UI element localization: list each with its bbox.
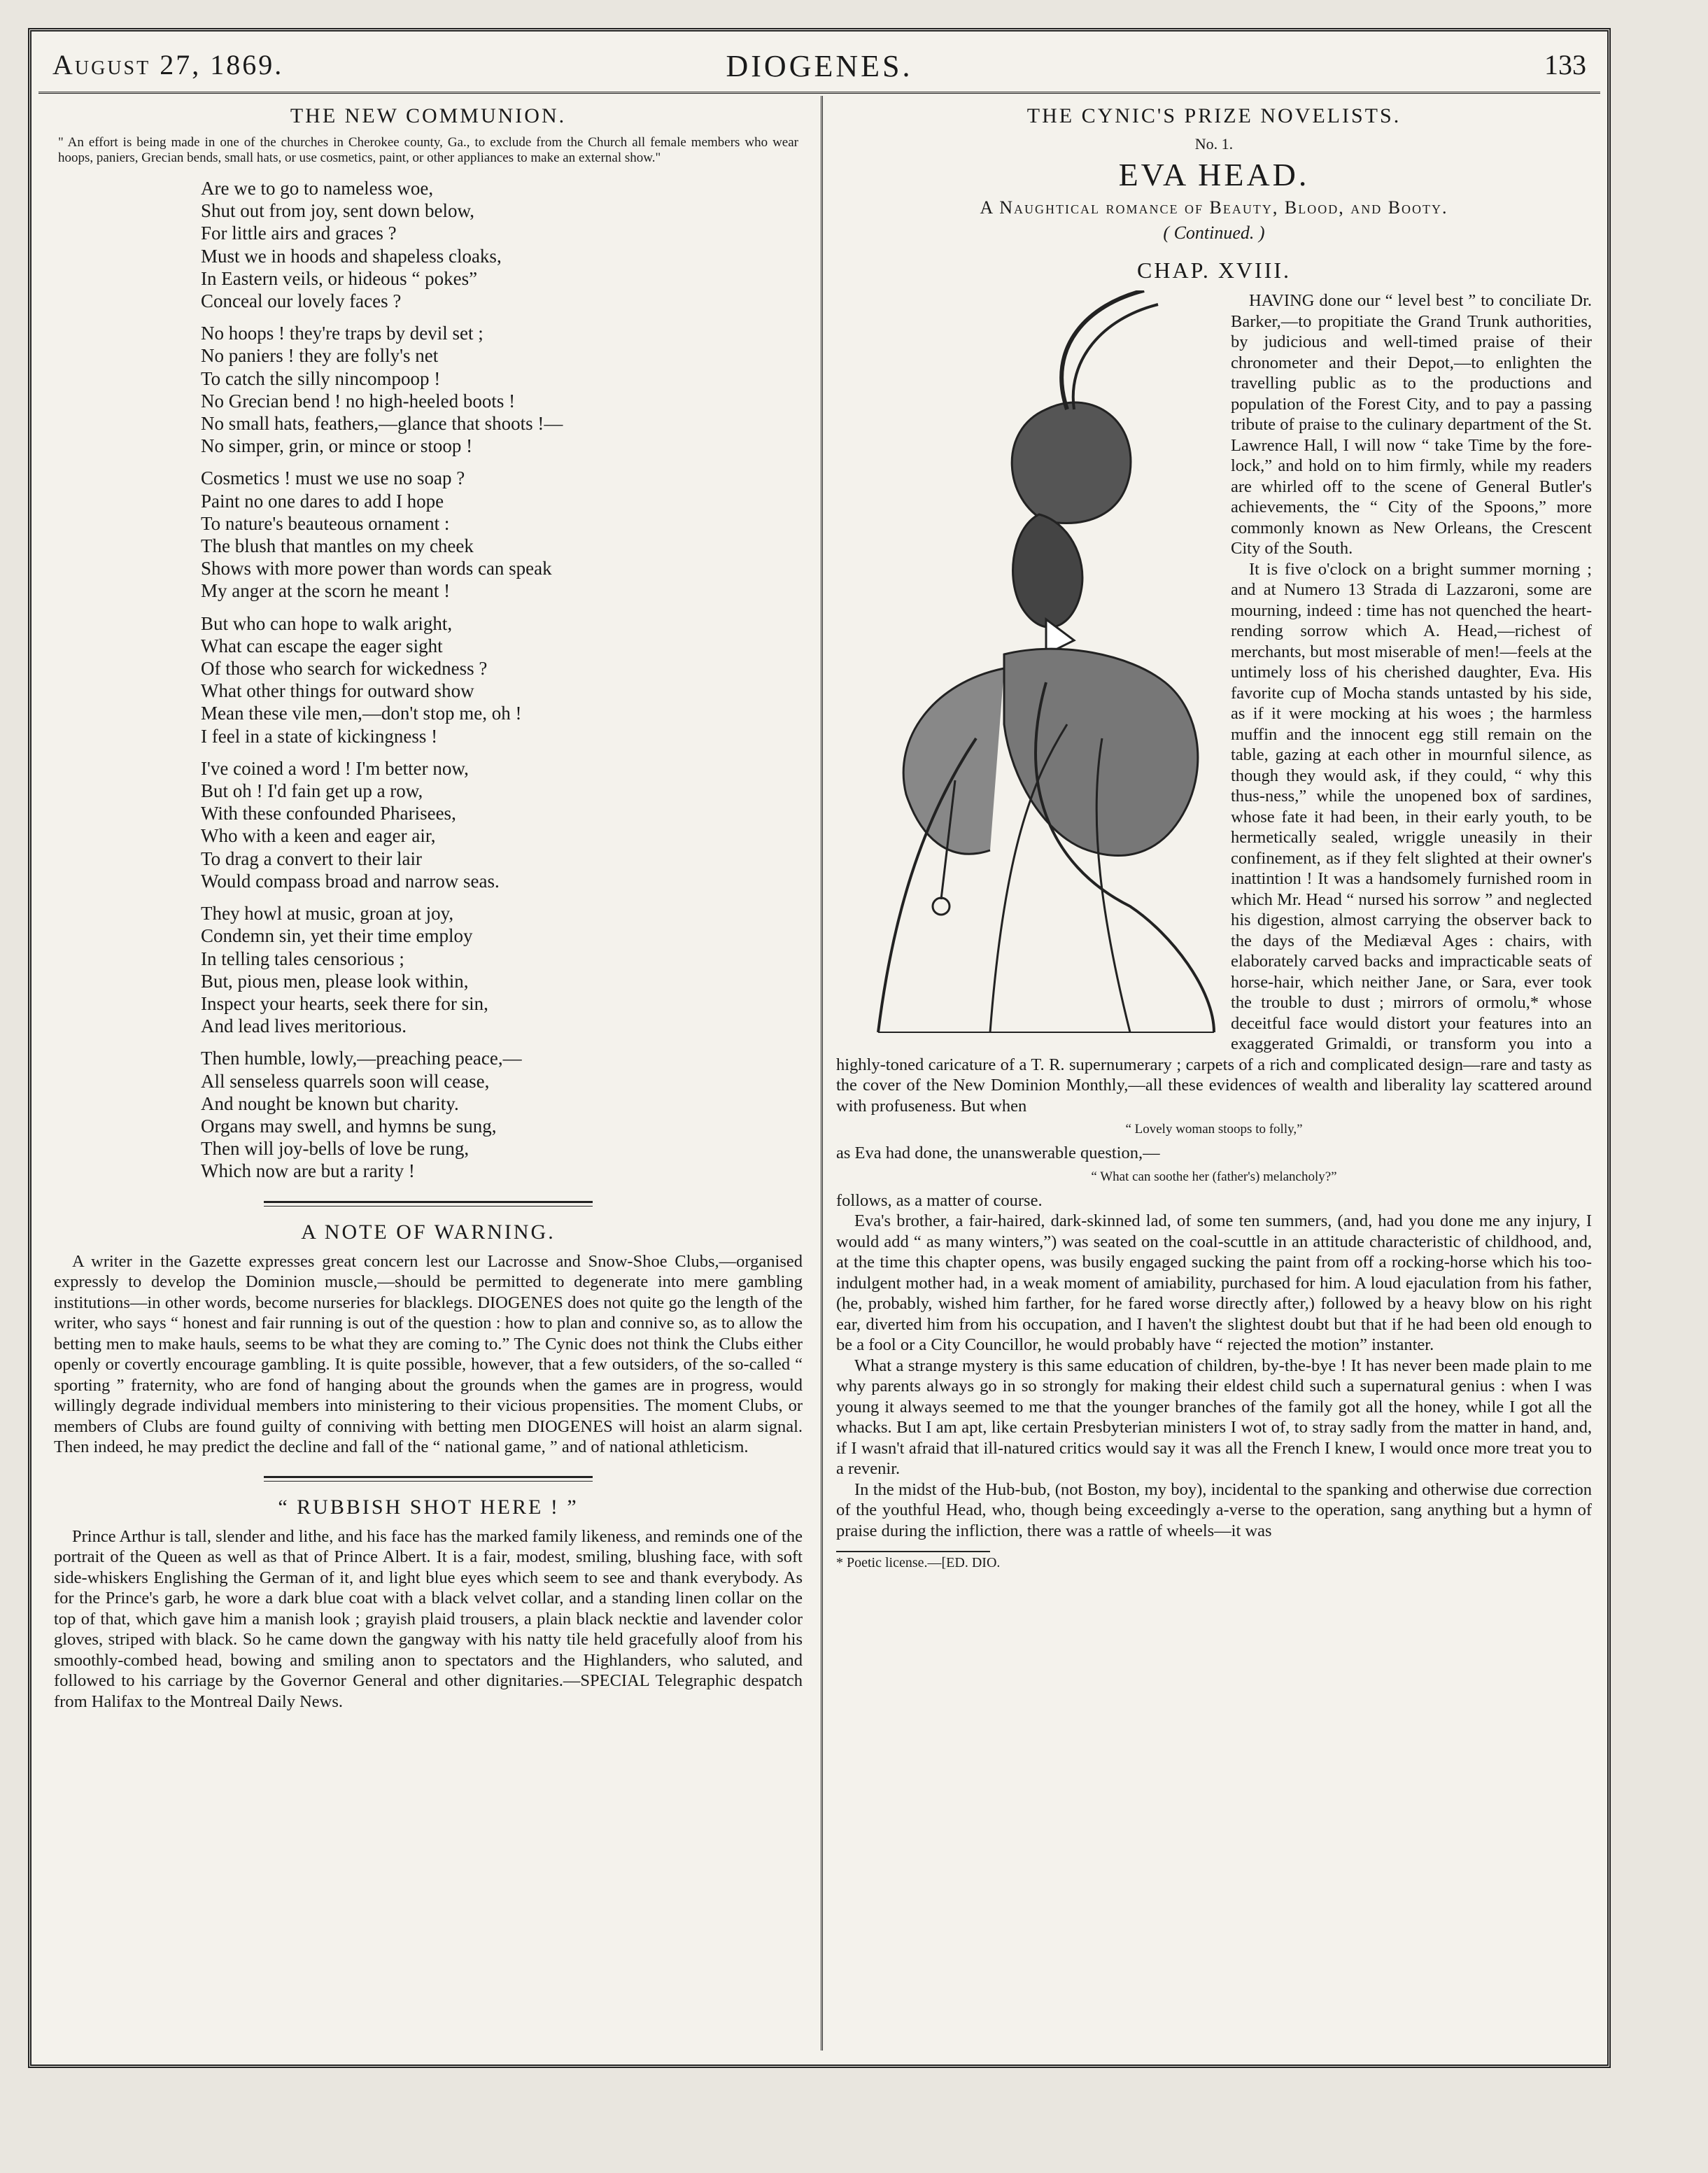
- quote-line: “ Lovely woman stoops to folly,”: [1125, 1122, 1303, 1137]
- novel-paragraph: What a strange mystery is this same education of children, by-the-bye ! It has never been made plain to me why parents always go in so strongly for making their eldest child such a supernatural genius : when I was young it always seemed to me that the younger branches of the family got all the honey, while I got all the whacks. But I am apt, like certain Presbyterian ministers I wot of, to stray sadly from the matter in hand, and, if I wasn't afraid that ill-natured critics would say it was all the French I knew, I would once more treat you to a revenir.: [836, 1356, 1592, 1478]
- poem-line: No Grecian bend ! no high-heeled boots !: [201, 390, 516, 412]
- woman-fashion-illustration: [836, 290, 1222, 1039]
- poem-line: Shut out from joy, sent down below,: [201, 200, 474, 222]
- poem-line: And lead lives meritorious.: [201, 1015, 407, 1037]
- poem-line: To catch the silly nincompoop !: [201, 367, 441, 389]
- poem-line: Are we to go to nameless woe,: [201, 178, 434, 199]
- poem-line: To nature's beauteous ornament :: [201, 512, 450, 534]
- poem-line: Conceal our lovely faces ?: [201, 290, 402, 312]
- poem-line: They howl at music, groan at joy,: [201, 903, 454, 924]
- poem-line: Then humble, lowly,—preaching peace,—: [201, 1048, 522, 1069]
- poem-line: Mean these vile men,—don't stop me, oh !: [201, 703, 522, 724]
- footnote: * Poetic license.—[ED. DIO.: [836, 1555, 1001, 1570]
- poem-line: I feel in a state of kickingness !: [201, 725, 438, 747]
- warning-text: A writer in the Gazette expresses great concern lest our Lacrosse and Snow-Shoe Clubs,—organised expressly to develop the Dominion muscle,—should be permitted to degenerate into mere gambling institutions—in other words, become nurseries for blacklegs. DIOGENES does not quite go the length of the writer, who says “ honest and fair running is out of the question : how to plan and connive so, as to allow the betting men to make hauls, seems to be what they are coming to.” The Cynic does not think the Clubs either openly or covertly encourage gambling. It is quite possible, however, that a few outsiders, of the so-called “ sporting ” fraternity, who are fond of hanging about the grounds when the games are in progress, would willingly degrade individual members into ministering to their vicious propensities. The moment Clubs, or members of Clubs are found guilty of conniving with betting men DIOGENES will hoist an alarm signal. Then indeed, he may predict the decline and fall of the “ national game, ” and of national athleticism.: [54, 1251, 803, 1457]
- section-title-communion: THE NEW COMMUNION.: [290, 104, 567, 127]
- poem-line: But oh ! I'd fain get up a row,: [201, 780, 423, 802]
- poem-line: And nought be known but charity.: [201, 1092, 459, 1114]
- page-number: 133: [1544, 49, 1586, 80]
- communion-epigraph: " An effort is being made in one of the churches in Cherokee county, Ga., to exclude from the Church all female members who wear hoops, paniers, Grecian bends, small hats, or use cosmetics, paint, or other appliances to make an external show.": [58, 135, 798, 165]
- poem-stanza: [201, 757, 803, 892]
- footnote-rule: [836, 1551, 990, 1552]
- poem-line: Then will joy-bells of love be rung,: [201, 1138, 470, 1160]
- story-title: EVA HEAD.: [1118, 157, 1310, 192]
- poem-line: No hoops ! they're traps by devil set ;: [201, 323, 484, 344]
- poem-line: Inspect your hearts, seek there for sin,: [201, 992, 488, 1014]
- issue-date: August 27, 1869.: [52, 49, 284, 80]
- poem-line: No paniers ! they are folly's net: [201, 345, 439, 367]
- poem-line: Shows with more power than words can speak: [201, 558, 552, 579]
- poem-line: All senseless quarrels soon will cease,: [201, 1070, 490, 1092]
- poem-line: For little airs and graces ?: [201, 223, 397, 244]
- poem-stanza: [201, 322, 803, 457]
- novel-paragraph: Eva's brother, a fair-haired, dark-skinned lad, of some ten summers, (and, had you done me any injury, I would add “ as many winters,”) was seated on the coal-scuttle in an attitude characteristic of childhood, and, at the time this chapter opens, was busily engaged sucking the paint from off a rocking-horse which his too-indulgent mother had, in a weak moment of amiability, purchased for him. A loud ejaculation from his father, (he, probably, wished him farther, for he fared worse directly after,) followed by a heavy blow on his right ear, diverted him from his occupation, and I haven't the slightest doubt but that if he had been old enough to be a fool or a City Councillor, he would probably have “ rejected the motion” instanter.: [836, 1211, 1592, 1354]
- poem-line: Must we in hoods and shapeless cloaks,: [201, 245, 502, 267]
- continued-note: ( Continued. ): [1163, 223, 1265, 243]
- poem-line: No small hats, feathers,—glance that shoots !—: [201, 413, 563, 435]
- novel-paragraph: HAVING done our “ level best ” to conciliate Dr. Barker,—to propitiate the Grand Trunk authorities, by judicious and well-timed praise of their chronometer and their Depot,—to enlighten the travelling public as to the productions and population of the Forest City, and to pay a passing tribute of praise to the culinary department of the St. Lawrence Hall, I will now “ take Time by the fore-lock,” and hold on to him firmly, while my readers are whirled off to the scene of General Butler's achievements, the “ City of the Spoons,” more commonly known as New Orleans, the Crescent City of the South.: [1231, 291, 1592, 558]
- poem-stanza: [201, 902, 803, 1037]
- poem-stanza: [201, 612, 803, 747]
- rubbish-text: Prince Arthur is tall, slender and lithe, and his face has the marked family likeness, and reminds one of the portrait of the Queen as well as that of Prince Albert. It is a fair, modest, smiling, blushing face, with soft side-whiskers Englishing the German of it, and light blue eyes which seem to see and thank everybody. As for the Prince's garb, he wore a dark blue coat with a black velvet collar, and a standing linen collar on the top of that, which gave him a manish look ; grayish plaid trousers, a plain black necktie and lavender color gloves, striped with black. So he came down the gangway with his natty tile held gracefully aloof from his smoothly-combed head, bowing and smiling anon to spectators and the Highlanders, who saluted, and followed to his carriage by the Governor General and other dignitaries.—SPECIAL Telegraphic despatch from Halifax to the Montreal Daily News.: [54, 1526, 803, 1711]
- poem-stanza: [201, 177, 803, 312]
- section-title-warning: A NOTE OF WARNING.: [301, 1220, 556, 1244]
- poem-line: Would compass broad and narrow seas.: [201, 870, 500, 892]
- poem-line: Organs may swell, and hymns be sung,: [201, 1115, 497, 1137]
- chapter-heading: CHAP. XVIII.: [1137, 258, 1291, 283]
- masthead: [38, 41, 1600, 94]
- poem-line: Paint no one dares to add I hope: [201, 490, 444, 512]
- poem-stanza: [201, 467, 803, 602]
- novel-paragraph: In the midst of the Hub-bub, (not Boston, my boy), incidental to the spanking and otherwise due correction of the youthful Head, who, though being exceedingly a-verse to the operation, sang anything but a hymn of praise during the infliction, there was a rattle of wheels—it was: [836, 1479, 1592, 1540]
- poem-line: In Eastern veils, or hideous “ pokes”: [201, 267, 478, 289]
- publication-title: DIOGENES.: [726, 49, 913, 83]
- poem-line: But who can hope to walk aright,: [201, 612, 453, 634]
- series-title: THE CYNIC'S PRIZE NOVELISTS.: [1026, 104, 1402, 127]
- poem-line: No simper, grin, or mince or stoop !: [201, 435, 473, 457]
- story-subtitle: A Naughtical romance of Beauty, Blood, and Booty.: [980, 197, 1448, 218]
- novel-line: follows, as a matter of course.: [836, 1190, 1043, 1210]
- poem-line: What can escape the eager sight: [201, 635, 443, 656]
- poem-line: To drag a convert to their lair: [201, 848, 422, 869]
- left-column: [54, 101, 803, 1712]
- poem-line: I've coined a word ! I'm better now,: [201, 757, 469, 779]
- poem-line: Condemn sin, yet their time employ: [201, 925, 473, 947]
- quote-line: “ What can soothe her (father's) melancholy?”: [1091, 1169, 1337, 1184]
- newspaper-page: [28, 28, 1611, 2068]
- poem-line: With these confounded Pharisees,: [201, 803, 456, 824]
- series-number: No. 1.: [1194, 135, 1234, 153]
- section-title-rubbish: “ RUBBISH SHOT HERE ! ”: [278, 1495, 579, 1519]
- poem-line: In telling tales censorious ;: [201, 948, 404, 969]
- poem-line: The blush that mantles on my cheek: [201, 535, 474, 557]
- novel-paragraph: It is five o'clock on a bright summer morning ; and at Numero 13 Strada di Lazzaroni, some are mourning, indeed : time has not quenched the heart-rending sorrow which A. Head,—richest of merchants, but most miserable of men!—feels at the untimely loss of his cherished daughter, Eva. His favorite cup of Mocha stands untasted by his side, as if it were mocking at his woes ; the harmless muffin and the innocent egg still remain on the table, gazing at each other in mournful silence, as though they would ask, if they could, “ why this thus-ness,” while the unopened box of sardines, whose fate it had been, in their early youth, to be hermetically sealed, wriggle uneasily in their confinement, as if they felt slighted at their owner's inattintion ! It was a handsomely furnished room in which Mr. Head “ nursed his sorrow ” and neglected his digestion, almost carrying the observer back to the days of the Mediæval Ages : chairs, with elaborately carved backs and impracticable seats of horse-hair, which neither Jane, or Sara, ever took the trouble to dust ; mirrors of ormolu,* whose deceitful face would distort your features into an exaggerated Grimaldi, or transform you into a highly-toned caricature of a T. R. supernumerary ; carpets of a rich and complicated design—rare and tasty as the cover of the New Dominion Monthly,—all these evidences of wealth and liberality lay scattered around with profuseness. But when: [836, 559, 1592, 1116]
- novel-line: as Eva had done, the unanswerable question,—: [836, 1144, 1160, 1162]
- column-divider: [821, 96, 823, 2051]
- poem-line: Which now are but a rarity !: [201, 1160, 415, 1182]
- poem-line: Who with a keen and eager air,: [201, 825, 436, 847]
- right-column: [836, 101, 1592, 1571]
- poem-line: Cosmetics ! must we use no soap ?: [201, 467, 465, 489]
- separator-rule: [264, 1201, 593, 1207]
- poem-line: But, pious men, please look within,: [201, 970, 469, 992]
- poem-line: My anger at the scorn he meant !: [201, 580, 451, 602]
- communion-poem: [201, 177, 803, 1183]
- poem-line: What other things for outward show: [201, 680, 474, 702]
- separator-rule: [264, 1476, 593, 1482]
- poem-line: Of those who search for wickedness ?: [201, 658, 488, 680]
- poem-stanza: [201, 1047, 803, 1182]
